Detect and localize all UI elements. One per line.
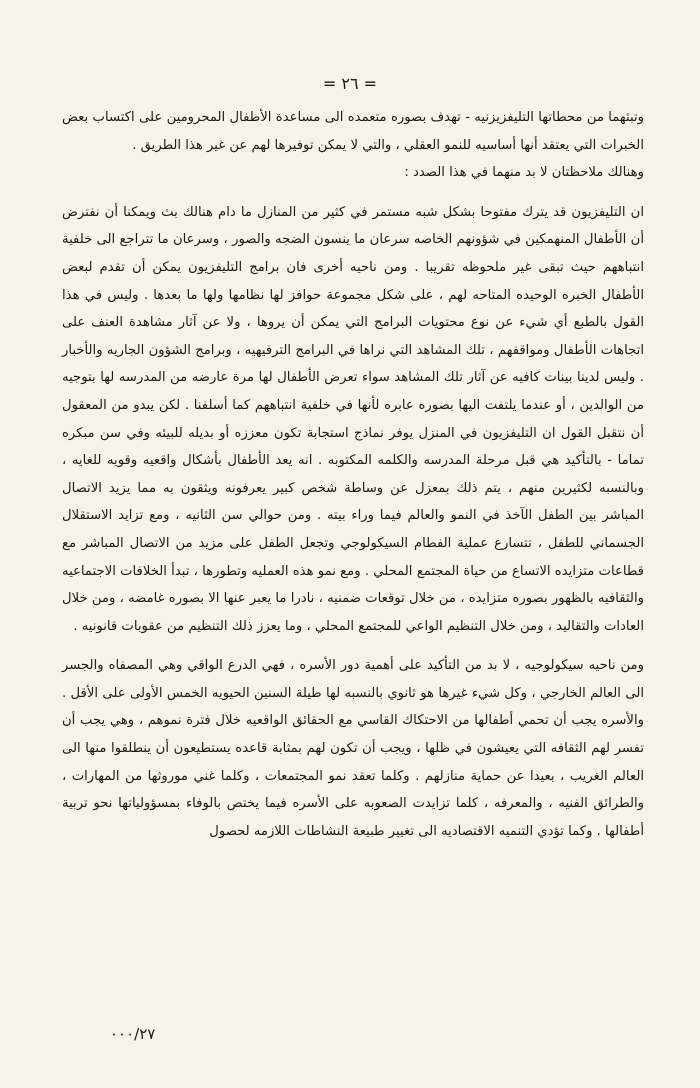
continuation-marker: ٠٠٠/٢٧ <box>110 1025 156 1043</box>
body-text <box>62 104 644 845</box>
paragraph-notes-heading: وهنالك ملاحظتان لا بد منهما في هذا الصدد : <box>404 165 644 181</box>
paragraph-family: ومن ناحيه سيكولوجيه ، لا بد من التأكيد على أهمية دور الأسره ، فهي الدرع الواقي وهي المصفاه والجسر الى العالم الخارجي ، وكل شيء غيرها هو ثانوي بالنسبه لها طيلة السنين الحيويه الخمس الأولى على الأقل . والأسره يجب أن تحمي أطفالها من الاحتكاك القاسي مع الحقائق الواقعيه خلال فترة نموهم ، وهي يجب أن تفسر لهم الثقافه التي يعيشون في ظلها ، ويجب أن تكون لهم بمثابة قاعده يستطيعون أن ينطلقوا منها الى العالم الغريب ، بعيدا عن حماية منازلهم . وكلما تعقد نمو المجتمعات ، وكلما غني موروثها من المهارات ، والطرائق الفنيه ، والمعرفه ، كلما تزايدت الصعوبه على الأسره فيما يختص بالوفاء بمسؤولياتها نحو تربية أطفالها . وكما تؤدي التنميه الاقتصاديه الى تغيير طبيعة النشاطات اللازمه لحصول <box>62 658 644 839</box>
paragraph-television: ان التليفزيون قد يترك مفتوحا بشكل شبه مستمر في كثير من المنازل ما دام هنالك بث ويمكنا أن نفترض أن الأطفال المنهمكين في شؤونهم الخاصه سرعان ما ينسون الضجه والصور ، وسرعان ما تتراجع الى خلفية انتباههم حيث تبقى غير ملحوظه تقريبا . ومن ناحيه أخرى فان برامج التليفزيون يمكن أن تقدم لبعض الأطفال الخبره الوحيده المتاحه لهم ، على شكل مجموعة حوافز لها نظامها ولها ما بعدها . وليس في هذا القول بالطبع أي شيء عن نوع محتويات البرامج التي يمكن أن يروها ، ولا عن آثار مشاهدة العنف على اتجاهات الأطفال ومواقفهم ، تلك المشاهد التي نراها في البرامج الترفيهيه ، وبرامج الشؤون الجاريه والأخبار . وليس لدينا بينات كافيه عن آثار تلك المشاهد سواء تعرض الأطفال لها مرة عارضه من المدرسه لها بتوجيه من الوالدين ، أو عندما يلتفت اليها بصوره عابره لأنها في خلفية انتباههم كما أسلفنا . لكن يبدو من المعقول أن نتقبل القول ان التليفزيون في المنزل يوفر نماذج استجابة تكون معززه أو بديله للبيئه وفي سن مبكره تماما - بالتأكيد هي قبل مرحلة المدرسه والكلمه المكتوبه . انه يعد الأطفال بأشكال واقعيه وقويه للغايه ، وبالنسبه لكثيرين منهم ، يتم ذلك بمعزل عن وساطة شخص كبير يعرفونه ويثقون به مما يزيد الاتصال المباشر بين الطفل الآخذ في النمو والعالم فيما وراء بيته . ومن حوالي سن الثانيه ، ومع تزايد الاستقلال الجسماني للطفل ، تتسارع عملية الفطام السيكولوجي وتجعل الطفل على مزيد من الاتصال المباشر مع قطاعات متزايده الاتساع من حياة المجتمع المحلي . ومع نمو هذه العمليه وتطورها ، تبدأ الخلافات الاجتماعيه والثقافيه بالظهور بصوره متزايده ، من خلال توقعات ضمنيه ، نادرا ما يعبر عنها الا بصوره غامضه ، ومن خلال العادات والتقاليد ، ومن خلال التنظيم الواعي للمجتمع المحلي ، وما يعزز ذلك التنظيم من عقوبات قانونيه . <box>62 204 644 634</box>
paragraph-intro-continuation: وتبثهما من محطاتها التليفزيزنيه - تهدف بصوره متعمده الى مساعدة الأطفال المحرومين على اكتساب بعض الخبرات التي يعتقد أنها أساسيه للنمو العقلي ، والتي لا يمكن توفيرها لهم عن غير هذا الطريق . <box>62 110 644 153</box>
page-number-header: = ٢٦ = <box>322 74 378 93</box>
